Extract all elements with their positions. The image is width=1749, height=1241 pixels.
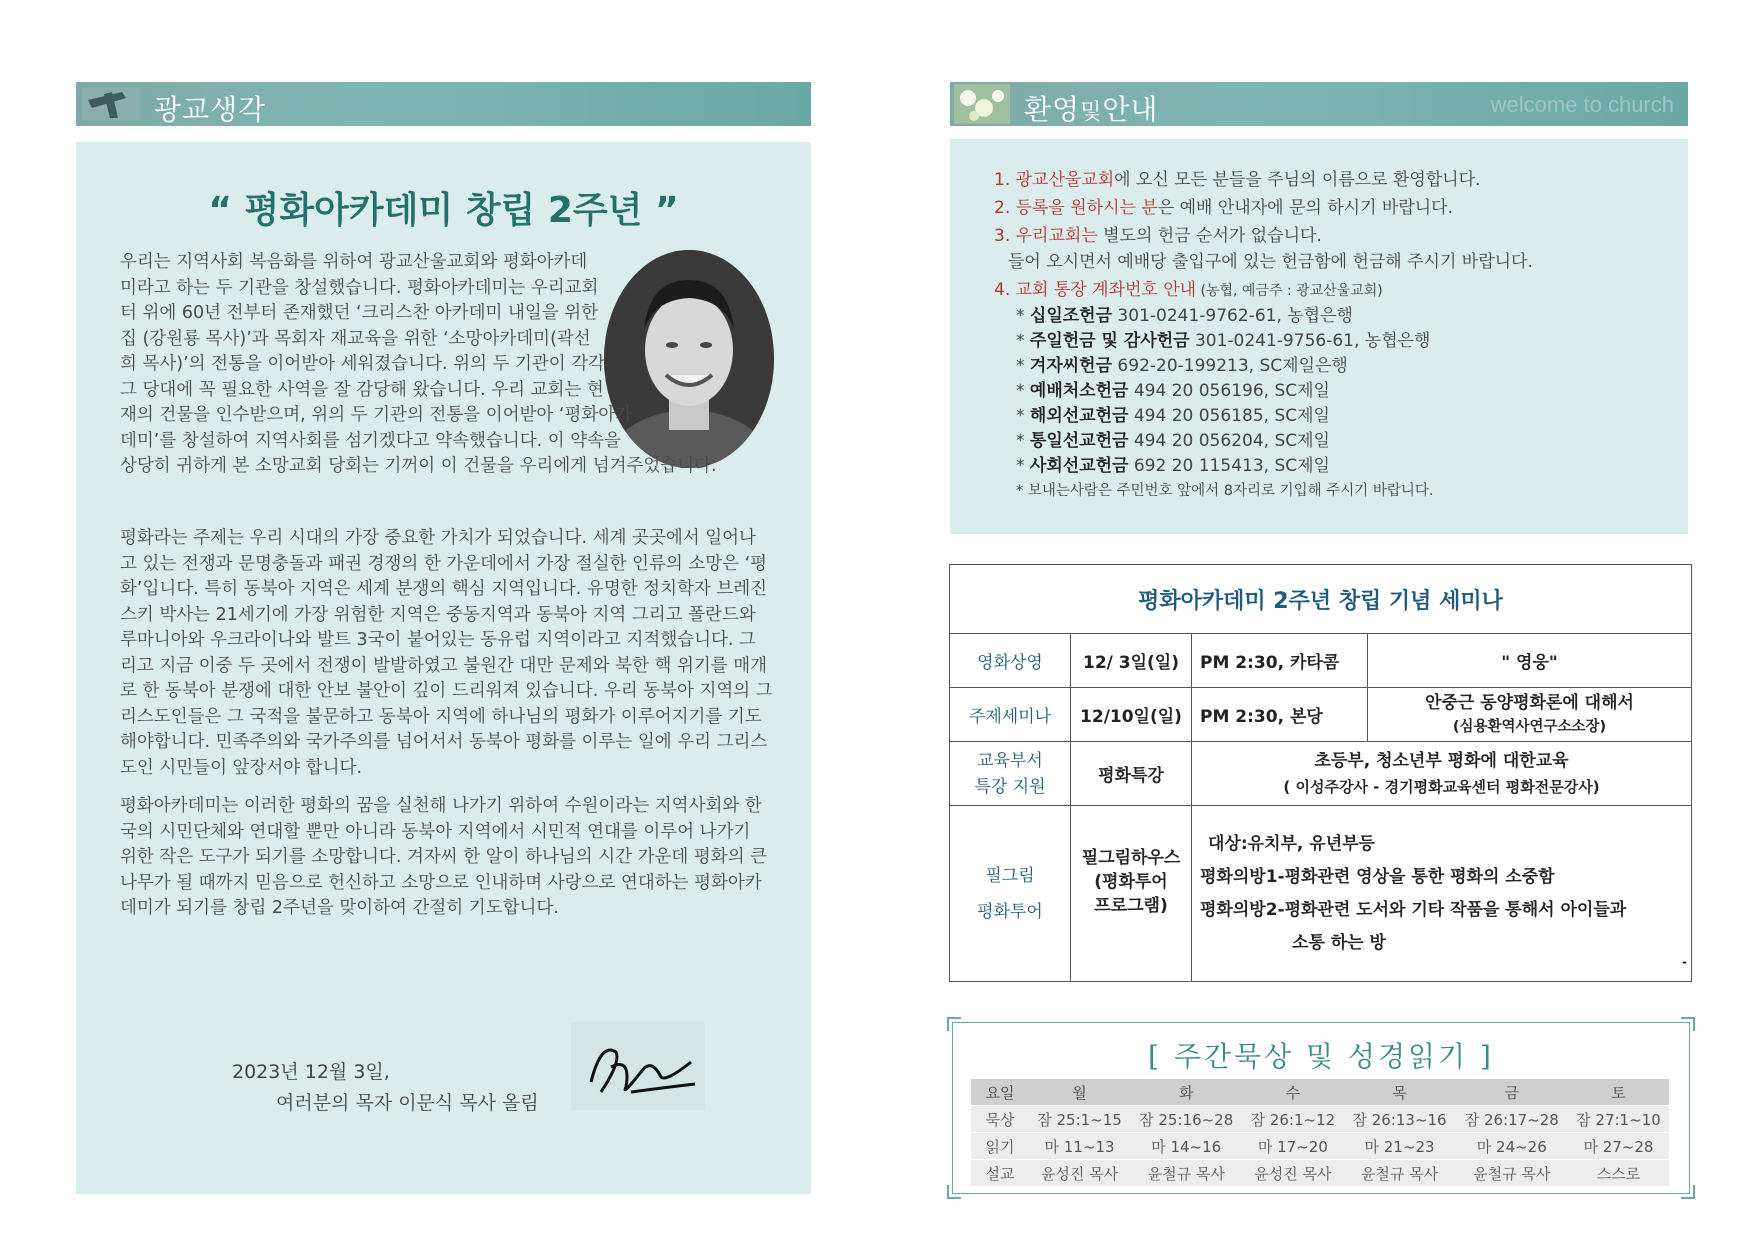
weekly-row [971, 1133, 1669, 1160]
account-4 [1016, 376, 1330, 401]
weekly-cell: 묵상 [971, 1106, 1029, 1133]
left-header-title: 광교생각 [154, 93, 267, 126]
account-3-number: 692-20-199213, SC제일은행 [1112, 356, 1348, 376]
welcome-item-1-text: 에 오신 모든 분들을 주님의 이름으로 환영합니다. [1114, 170, 1481, 190]
p1-line-4: 집 (강원룡 목사)’과 목회자 재교육을 위한 ‘소망아카데미(곽선 [120, 328, 591, 349]
seminar-title: 평화아카데미 2주년 창립 기념 세미나 [950, 565, 1692, 634]
row-2-desc-2: (심용환역사연구소소장) [1452, 718, 1607, 735]
row-2-time: PM 2:30, 본당 [1192, 688, 1368, 742]
weekly-cell: 읽기 [971, 1133, 1029, 1160]
pastor-column-panel [76, 142, 811, 1194]
signature-image [571, 1022, 705, 1110]
row-3-type: 평화특강 [1071, 742, 1192, 806]
row-4-desc-cell [1192, 806, 1692, 982]
account-4-name: 예배처소헌금 [1029, 381, 1129, 401]
account-5-number: 494 20 056185, SC제일 [1128, 406, 1330, 426]
row-4-line-2: 평화의방1-평화관련 영상을 통한 평화의 소중함 [1200, 866, 1555, 887]
welcome-notice-box [950, 139, 1688, 534]
weekly-cell: 잠 26:13~16 [1343, 1106, 1455, 1133]
welcome-item-2 [994, 193, 1453, 218]
welcome-item-4-red: 4. 교회 통장 계좌번호 안내 [994, 280, 1197, 300]
row-4-line-4: 소통 하는 방 [1292, 932, 1386, 953]
weekly-row [971, 1160, 1669, 1187]
row-4-label-cell [950, 806, 1071, 982]
article-title: “ 평화아카데미 창립 2주년 ” [208, 190, 679, 231]
weekly-cell: 마 17~20 [1242, 1133, 1343, 1160]
welcome-item-3-text: 별도의 헌금 순서가 없습니다. [1097, 226, 1322, 246]
weekly-header-cell: 수 [1242, 1079, 1343, 1106]
p2-line-1: 평화라는 주제는 우리 시대의 가장 중요한 가치가 되었습니다. 세계 곳곳에서 일어나 [120, 528, 756, 548]
corner-ornament [1681, 1185, 1695, 1199]
bullet: * [1016, 381, 1030, 401]
p2-line-10: 도인 시민들이 앞장서야 합니다. [120, 757, 363, 778]
weekly-cell: 잠 26:17~28 [1456, 1106, 1568, 1133]
row-3-label-1: 교육부서 [977, 750, 1043, 771]
account-6-number: 494 20 056204, SC제일 [1128, 431, 1330, 451]
weekly-cell: 마 14~16 [1130, 1133, 1242, 1160]
weekly-header-cell: 토 [1568, 1079, 1669, 1106]
weekly-row [971, 1106, 1669, 1133]
bullet: * [1016, 431, 1030, 451]
p2-line-2: 고 있는 전쟁과 문명충돌과 패권 경쟁의 한 가운데에서 가장 절실한 인류의 소망은 ‘평 [120, 553, 768, 574]
p3-line-5: 데미가 되기를 창립 2주년을 맞이하여 간절히 기도합니다. [120, 898, 559, 918]
weekly-header-cell: 목 [1343, 1079, 1455, 1106]
row-1-label: 영화상영 [950, 634, 1071, 688]
weekly-cell: 마 21~23 [1343, 1133, 1455, 1160]
account-3 [1016, 351, 1348, 376]
row-2-desc: 안중근 동양평화론에 대해서 [1425, 692, 1634, 713]
weekly-cell: 잠 25:16~28 [1130, 1106, 1242, 1133]
weekly-cell: 윤철규 목사 [1343, 1160, 1455, 1187]
bullet: * [1016, 306, 1030, 326]
p3-line-1: 평화아카데미는 이러한 평화의 꿈을 실천해 나가기 위하여 수원이라는 지역사회와 한 [120, 796, 762, 816]
p2-line-8: 리스도인들은 그 국적을 불문하고 동북아 지역에 하나님의 평화가 이루어지기를 기도 [120, 706, 762, 727]
p2-line-9: 해야합니다. 민족주의와 국가주의를 넘어서서 동북아 평화를 이루는 일에 우리 그리스 [120, 732, 768, 752]
weekly-header-cell: 요일 [971, 1079, 1029, 1106]
welcome-item-4-note: (농협, 예금주 : 광교산울교회) [1196, 283, 1383, 299]
welcome-item-4 [994, 275, 1383, 300]
weekly-cell: 스스로 [1568, 1160, 1669, 1187]
weekly-cell: 마 24~26 [1456, 1133, 1568, 1160]
row-4-label-2: 평화투어 [977, 901, 1043, 922]
row-3-label-2: 특강 지원 [974, 776, 1046, 797]
p1-line-9: 상당히 귀하게 본 소망교회 당회는 기꺼이 이 건물을 우리에게 넘겨주었습니다. [120, 456, 717, 476]
welcome-item-3-red: 3. 우리교회는 [994, 226, 1098, 246]
bullet: * [1016, 406, 1030, 426]
weekly-cell: 윤성진 목사 [1029, 1160, 1130, 1187]
weekly-cell: 마 11~13 [1029, 1133, 1130, 1160]
row-4-mark: - [1682, 955, 1687, 969]
row-1-date: 12/ 3일(일) [1071, 634, 1192, 688]
account-2 [1016, 326, 1430, 351]
row-4-type-cell [1071, 806, 1192, 982]
weekly-header-cell: 월 [1029, 1079, 1130, 1106]
row-3-desc-cell [1192, 742, 1692, 806]
account-1-name: 십일조헌금 [1029, 306, 1113, 326]
welcome-item-1 [994, 165, 1480, 190]
row-4-line-3: 평화의방2-평화관련 도서와 기타 작품을 통해서 아이들과 [1200, 899, 1627, 920]
row-1-desc: " 영웅" [1368, 634, 1692, 688]
welcome-item-3 [994, 221, 1322, 246]
row-4-label-1: 필그림 [985, 865, 1035, 886]
bullet: * [1016, 331, 1030, 351]
account-7-name: 사회선교헌금 [1029, 456, 1129, 476]
bullet: * [1016, 356, 1030, 376]
paragraph-2 [120, 526, 773, 781]
p3-line-3: 위한 작은 도구가 되기를 소망합니다. 겨자씨 한 알이 하나님의 시간 가운데 평화의 큰 [120, 847, 768, 867]
p1-line-1: 우리는 지역사회 복음화를 위하여 광교산울교회와 평화아카데 [120, 252, 588, 272]
row-4-type-1: 필그림하우스 [1081, 848, 1181, 868]
welcome-item-2-red: 2. 등록을 원하시는 분 [994, 198, 1158, 218]
flower-icon [954, 84, 1010, 124]
account-3-name: 겨자씨헌금 [1029, 356, 1113, 376]
row-3-desc: 초등부, 청소년부 평화에 대한교육 [1314, 750, 1569, 771]
welcome-item-2-text: 은 예배 안내자에 문의 하시기 바랍니다. [1157, 198, 1453, 218]
p1-line-3: 터 위에 60년 전부터 존재했던 ‘크리스찬 아카데미 내일을 위한 [120, 303, 599, 323]
right-header-title-a: 환영 [1024, 93, 1081, 126]
row-1-time: PM 2:30, 카타콤 [1192, 634, 1368, 688]
row-4-type-3: 프로그램) [1094, 896, 1168, 916]
p1-line-7: 재의 건물을 인수받으며, 위의 두 기관의 전통을 이어받아 ‘평화아카 [120, 405, 633, 425]
p3-line-2: 국의 시민단체와 연대할 뿐만 아니라 동북아 지역에서 시민적 연대를 이루어 나가기 [120, 821, 751, 842]
weekly-cell: 잠 25:1~15 [1029, 1106, 1130, 1133]
weekly-cell: 잠 27:1~10 [1568, 1106, 1669, 1133]
p1-line-6: 그 당대에 꼭 필요한 사역을 잘 감당해 왔습니다. 우리 교회는 현 [120, 379, 604, 400]
right-header-bar [950, 82, 1688, 126]
weekly-reading-frame [952, 1022, 1690, 1194]
weekly-cell: 잠 26:1~12 [1242, 1106, 1343, 1133]
weekly-cell: 마 27~28 [1568, 1133, 1669, 1160]
account-1-number: 301-0241-9762-61, 농협은행 [1112, 306, 1353, 326]
left-header-bar [76, 82, 811, 126]
row-2-date: 12/10일(일) [1071, 688, 1192, 742]
corner-ornament [947, 1185, 961, 1199]
p1-line-8: 데미’를 창설하여 지역사회를 섬기겠다고 약속했습니다. 이 약속을 [120, 430, 621, 451]
row-4-type-2: (평화투어 [1094, 872, 1168, 892]
weekly-cell: 윤철규 목사 [1456, 1160, 1568, 1187]
weekly-cell: 설교 [971, 1160, 1029, 1187]
account-2-number: 301-0241-9756-61, 농협은행 [1189, 331, 1431, 351]
account-1 [1016, 301, 1353, 326]
row-3-label-cell [950, 742, 1071, 806]
seminar-table [949, 564, 1692, 982]
account-7 [1016, 451, 1330, 476]
p2-line-4: 스키 박사는 21세기에 가장 위험한 지역은 중동지역과 동북아 지역 그리고 폴란드와 [120, 604, 756, 625]
welcome-english: welcome to church [1490, 92, 1674, 117]
weekly-cell: 윤성진 목사 [1242, 1160, 1343, 1187]
p2-line-7: 로 한 동북아 분쟁에 대한 안보 불안이 깊이 드리워져 있습니다. 우리 동북아 지역의 그 [120, 681, 773, 701]
row-4-line-1: 대상:유치부, 유년부등 [1208, 833, 1375, 854]
account-2-name: 주일헌금 및 감사헌금 [1029, 331, 1190, 351]
row-2-label: 주제세미나 [950, 688, 1071, 742]
p2-line-6: 리고 지금 이중 두 곳에서 전쟁이 발발하였고 불원간 대만 문제와 북한 핵 위기를 매개 [120, 655, 768, 676]
account-4-number: 494 20 056196, SC제일 [1128, 381, 1330, 401]
account-footnote: * 보내는사람은 주민번호 앞에서 8자리로 기입해 주시기 바랍니다. [1016, 483, 1434, 499]
p3-line-4: 나무가 될 때까지 믿음으로 헌신하고 소망으로 인내하며 사랑으로 연대하는 평화아카 [120, 872, 762, 893]
account-5 [1016, 401, 1330, 426]
p1-line-2: 미라고 하는 두 기관을 창설했습니다. 평화아카데미는 우리교회 [120, 277, 599, 298]
weekly-header-row [971, 1079, 1669, 1106]
weekly-table [971, 1079, 1669, 1187]
corner-ornament [1681, 1017, 1695, 1031]
account-5-name: 해외선교헌금 [1029, 406, 1129, 426]
bullet: * [1016, 456, 1030, 476]
row-2-desc-cell [1368, 688, 1692, 742]
right-header-title-b: 및 [1080, 100, 1103, 125]
account-7-number: 692 20 115413, SC제일 [1128, 456, 1330, 476]
weekly-header-cell: 화 [1130, 1079, 1242, 1106]
signature-line: 여러분의 목자 이문식 목사 올림 [276, 1092, 539, 1114]
p1-line-5: 희 목사)’의 전통을 이어받아 세워졌습니다. 위의 두 기관이 각각 [120, 354, 606, 374]
welcome-item-3-line2: 들어 오시면서 예배당 출입구에 있는 헌금함에 헌금해 주시기 바랍니다. [1008, 252, 1533, 272]
row-3-desc-2: ( 이성주강사 - 경기평화교육센터 평화전문강사) [1283, 777, 1600, 796]
date-line: 2023년 12월 3일, [232, 1061, 390, 1083]
paragraph-1 [120, 250, 770, 480]
weekly-cell: 윤철규 목사 [1130, 1160, 1242, 1187]
right-header-title [1024, 88, 1158, 128]
welcome-item-1-red: 1. 광교산울교회 [994, 170, 1115, 190]
right-header-title-c: 안내 [1102, 93, 1159, 126]
p2-line-5: 루마니아와 우크라이나와 발트 3국이 붙어있는 동유럽 지역이라고 지적했습니다. 그 [120, 630, 756, 650]
paragraph-3 [120, 794, 767, 922]
cross-icon [82, 88, 140, 120]
account-6-name: 통일선교헌금 [1029, 431, 1129, 451]
account-6 [1016, 426, 1330, 451]
weekly-title: [ 주간묵상 및 성경읽기 ] [1148, 1040, 1494, 1073]
weekly-header-cell: 금 [1456, 1079, 1568, 1106]
p2-line-3: 화’입니다. 특히 동북아 지역은 세계 분쟁의 핵심 지역입니다. 유명한 정치학자 브레진 [120, 579, 768, 599]
corner-ornament [947, 1017, 961, 1031]
